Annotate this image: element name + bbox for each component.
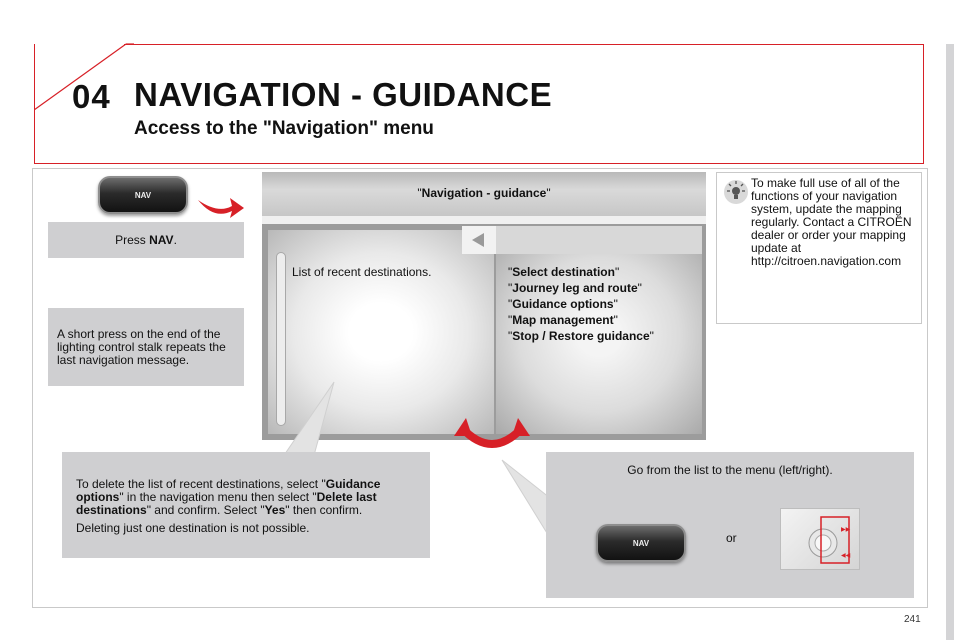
menu-item-label: Select destination [512, 265, 615, 279]
header-left-line [34, 110, 35, 164]
svg-text:▶▶: ▶▶ [841, 527, 851, 533]
menu-item-select-destination[interactable]: "Select destination" [508, 265, 620, 279]
lightbulb-icon [723, 179, 749, 205]
page-number: 241 [904, 614, 921, 625]
short-press-text: A short press on the end of the lighting control stalk repeats the last navigation message. [57, 327, 226, 367]
nav-button-label: NAV [134, 190, 152, 200]
delete-bold: Guidance options [76, 477, 381, 504]
menu-item-stop-restore[interactable]: "Stop / Restore guidance" [508, 329, 654, 343]
screen-title-bold: Navigation - guidance [421, 186, 547, 200]
delete-text: " then confirm. [285, 503, 363, 517]
menu-item-label: Guidance options [512, 297, 614, 311]
back-arrow-icon [462, 226, 496, 254]
press-prefix: Press [115, 233, 150, 247]
header-top-line [124, 44, 924, 45]
page-title: NAVIGATION - GUIDANCE [134, 76, 553, 113]
control-stalk-image [780, 508, 860, 570]
red-arrow-icon [196, 190, 246, 220]
control-dial-icon [781, 509, 860, 570]
short-press-box [48, 308, 244, 386]
switch-text: Go from the list to the menu (left/right). [627, 463, 833, 477]
delete-bold: Yes [264, 503, 286, 517]
press-nav-box [48, 222, 244, 258]
menu-item-label: Stop / Restore guidance [512, 329, 650, 343]
press-nav-text [48, 234, 244, 247]
press-suffix: . [173, 233, 177, 247]
menu-list [508, 264, 698, 344]
menu-item-map-management[interactable]: "Map management" [508, 313, 618, 327]
menu-item-label: Map management [512, 313, 614, 327]
nav-button[interactable] [596, 524, 686, 562]
press-bold: NAV [149, 233, 174, 247]
page-edge-rail [946, 44, 954, 640]
recent-destinations-label: List of recent destinations. [292, 265, 432, 279]
tip-box [716, 172, 922, 324]
menu-item-label: Journey leg and route [512, 281, 638, 295]
delete-text: To delete the list of recent destinations, select " [76, 477, 326, 491]
title-quote-close: " [546, 186, 551, 200]
tip-text: To make full use of all of the functions of your navigation system, update the mapping regularly. Contact a CITROËN dealer or order your mapping update at http://citroen.navigation.com [751, 176, 912, 268]
or-label: or [726, 531, 737, 545]
left-right-arrow-icon [452, 416, 532, 458]
chapter-number: 04 [72, 78, 111, 115]
delete-text: " in the navigation menu then select " [119, 490, 317, 504]
delete-instructions-box [62, 452, 430, 558]
menu-tab-bar [462, 226, 702, 254]
svg-text:◀◀: ◀◀ [841, 553, 851, 559]
menu-item-journey-leg[interactable]: "Journey leg and route" [508, 281, 642, 295]
delete-bold: Delete last destinations [76, 490, 377, 517]
screen-divider [262, 216, 706, 224]
menu-item-guidance-options[interactable]: "Guidance options" [508, 297, 618, 311]
nav-button[interactable] [98, 176, 188, 214]
delete-paragraph [76, 478, 416, 517]
back-button[interactable] [462, 226, 496, 254]
delete-text: " and confirm. Select " [146, 503, 265, 517]
page-subtitle: Access to the "Navigation" menu [134, 118, 434, 139]
delete-note: Deleting just one destination is not possible. [76, 521, 310, 535]
title-quote-open: " [417, 186, 422, 200]
nav-button-label: NAV [632, 538, 650, 548]
screen-title [262, 186, 706, 200]
